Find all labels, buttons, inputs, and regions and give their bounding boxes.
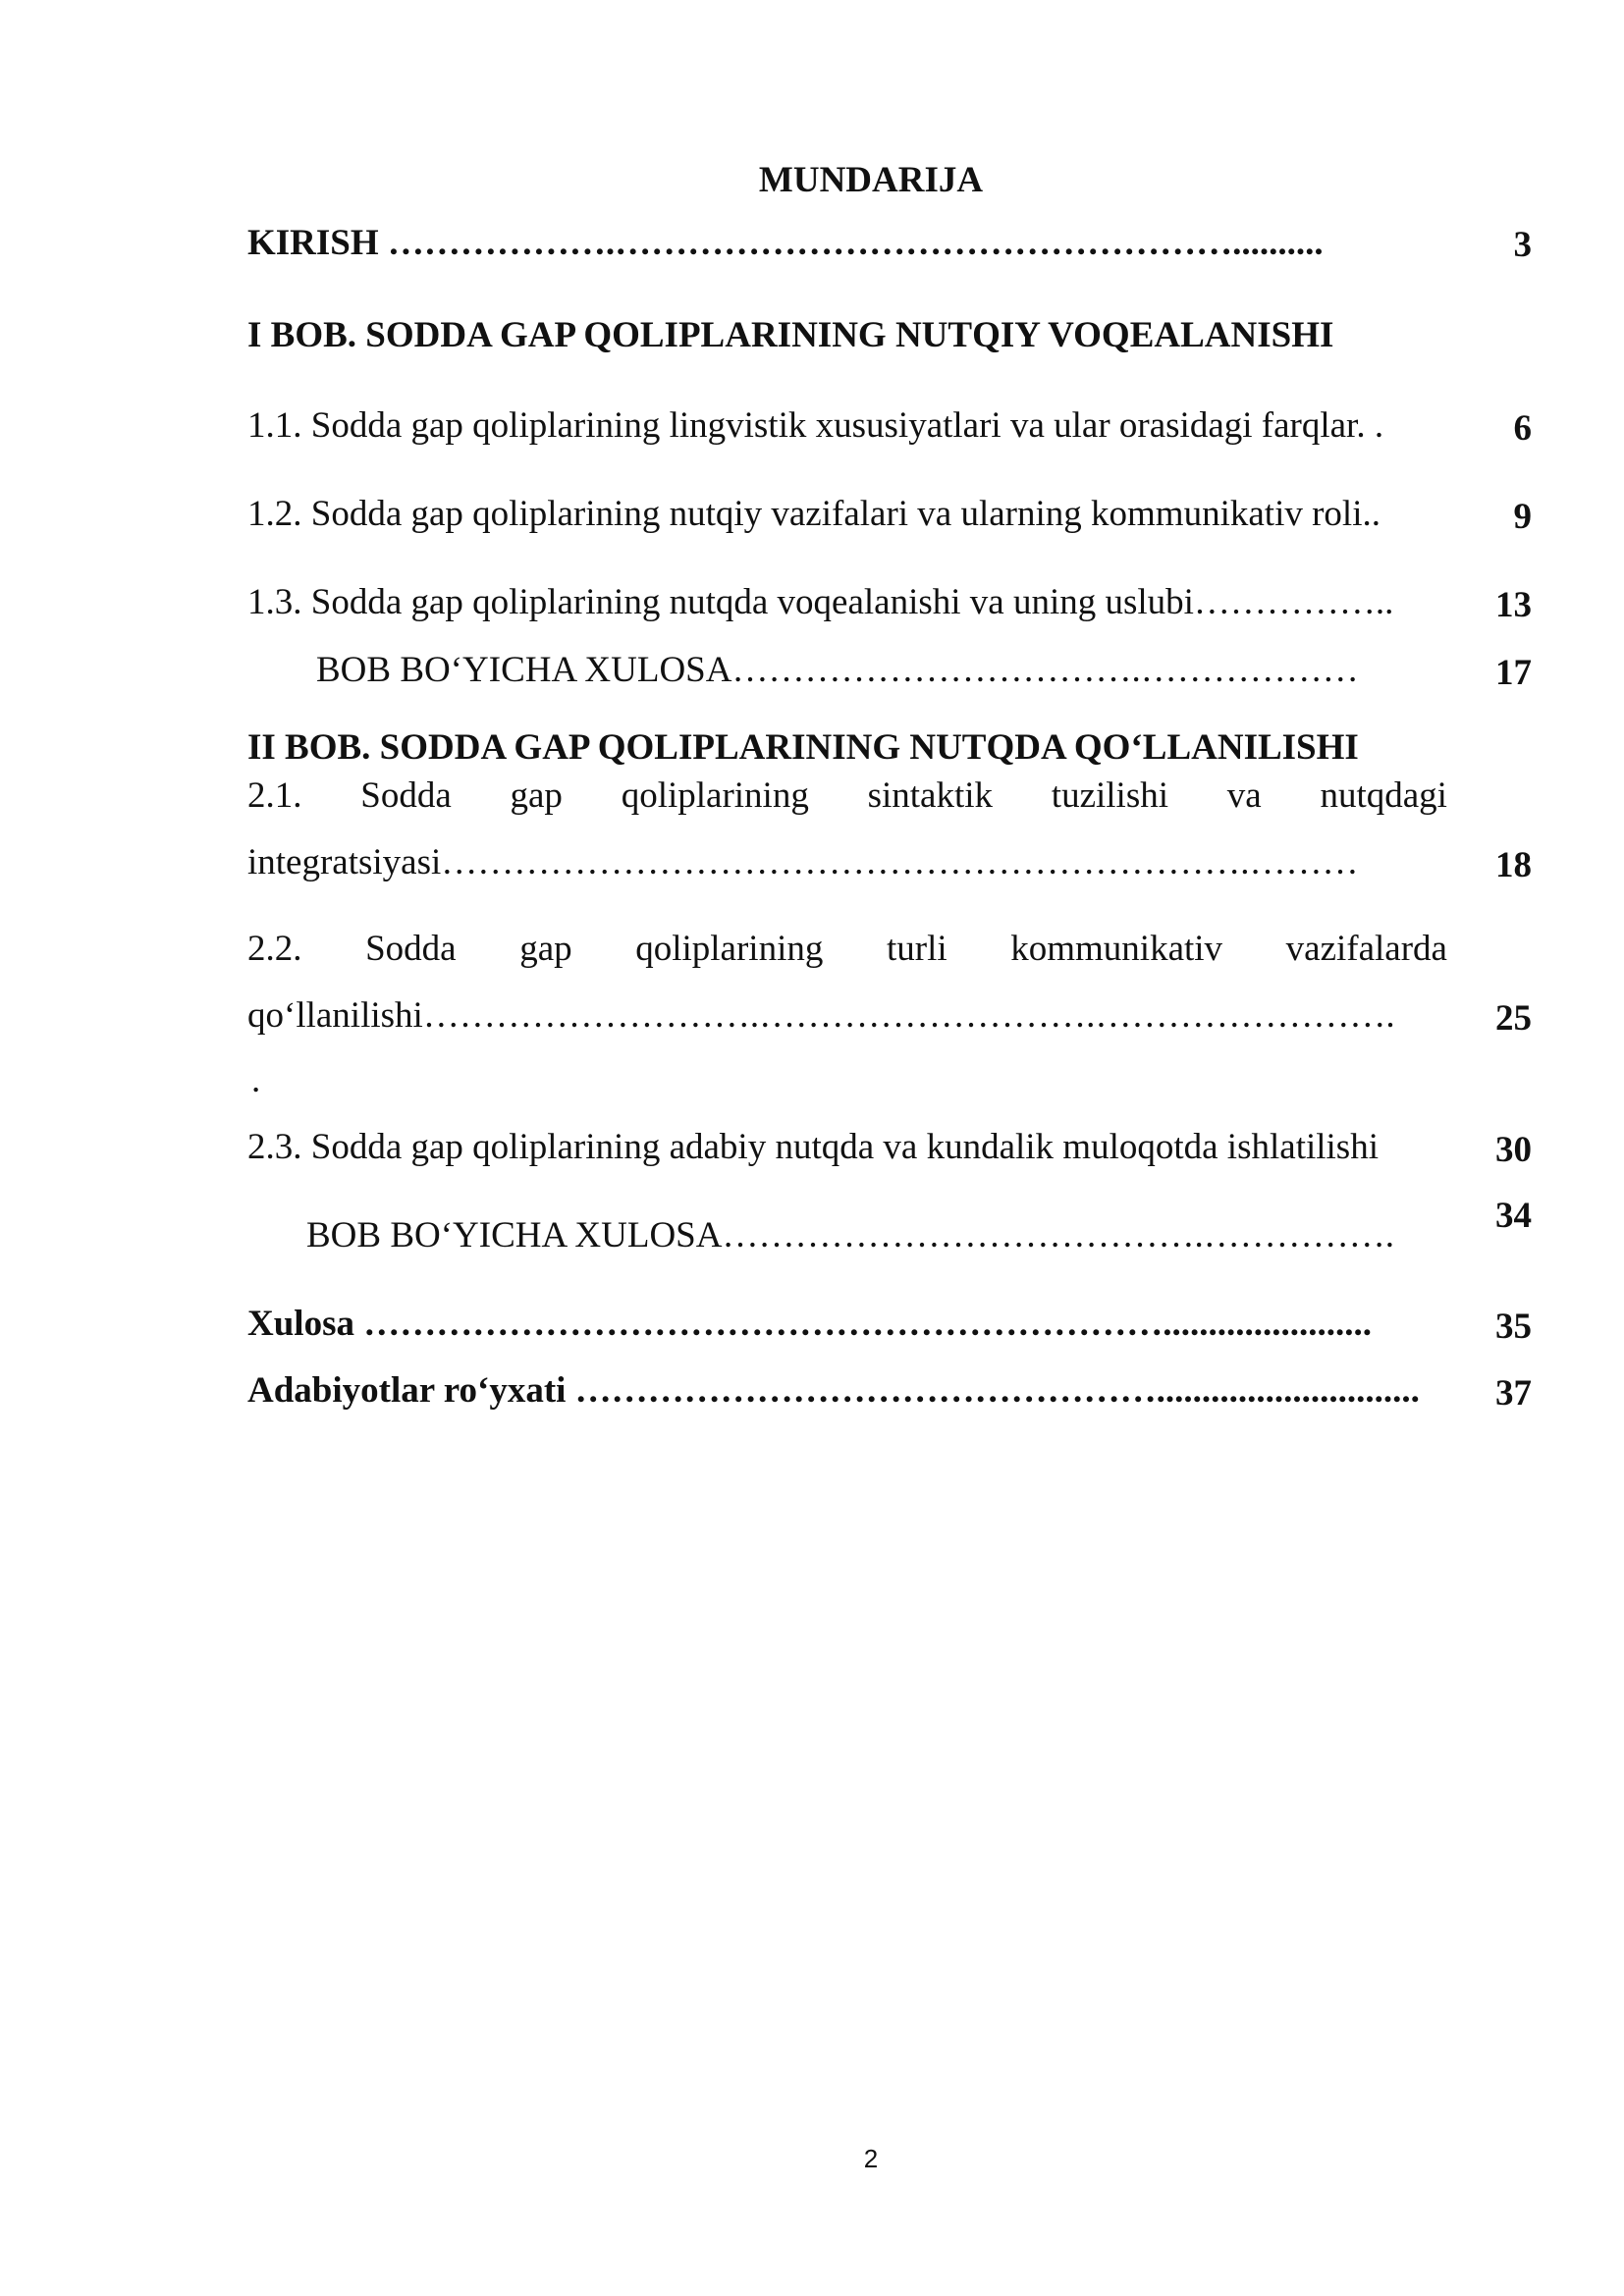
toc-entry-chapter-1-summary: BOB BOʻYICHA XULOSA…………………………….………………	[316, 650, 1359, 690]
toc-page-1-1: 6	[1513, 408, 1532, 449]
toc-page-2-3: 30	[1495, 1130, 1532, 1170]
toc-entry-1-3: 1.3. Sodda gap qoliplarining nutqda voqealanishi va uning uslubi……………..	[247, 582, 1394, 622]
toc-entry-1-2: 1.2. Sodda gap qoliplarining nutqiy vazifalari va ularning kommunikativ roli..	[247, 494, 1380, 534]
footer-page-number: 2	[863, 2144, 879, 2173]
toc-entry-xulosa: Xulosa ………………………………………………………….......................	[247, 1304, 1372, 1344]
word: Sodda	[360, 775, 452, 816]
word: sintaktik	[867, 775, 994, 816]
toc-entry-adabiyotlar: Adabiyotlar roʻyxati ………………………………………….............................	[247, 1370, 1420, 1411]
chapter-2-heading: II BOB. SODDA GAP QOLIPLARINING NUTQDA QOʻLLANILISHI	[247, 727, 1359, 768]
toc-page-1-3: 13	[1495, 585, 1532, 625]
word: kommunikativ	[1010, 929, 1223, 969]
toc-page-2-2: 25	[1495, 998, 1532, 1039]
toc-entry-2-2-line-3: .	[251, 1060, 261, 1100]
toc-page-xulosa: 35	[1495, 1307, 1532, 1347]
chapter-1-heading: I BOB. SODDA GAP QOLIPLARINING NUTQIY VOQEALANISHI	[247, 315, 1334, 355]
toc-page-1-2: 9	[1513, 497, 1532, 537]
toc-entry-2-2-line-1	[247, 931, 1447, 967]
word: nutqdagi	[1320, 775, 1447, 816]
word: tuzilishi	[1051, 775, 1169, 816]
toc-entry-2-1-line-2: integratsiyasi………………………………………………………….………	[247, 842, 1359, 882]
toc-page-adabiyotlar: 37	[1495, 1373, 1532, 1414]
word: gap	[510, 775, 563, 816]
page-title: MUNDARIJA	[758, 160, 984, 200]
toc-page-chapter-1-summary: 17	[1495, 653, 1532, 693]
word: qoliplarining	[621, 775, 809, 816]
toc-entry-2-1-line-1	[247, 777, 1447, 814]
toc-page-2-1: 18	[1495, 845, 1532, 885]
word: va	[1226, 775, 1262, 816]
word: turli	[886, 929, 947, 969]
word: 2.1.	[247, 775, 302, 816]
word: vazifalarda	[1285, 929, 1447, 969]
word: 2.2.	[247, 929, 302, 969]
toc-entry-1-1: 1.1. Sodda gap qoliplarining lingvistik xususiyatlari va ular orasidagi farqlar. .	[247, 405, 1384, 446]
toc-entry-2-2-line-2: qoʻllanilishi……………………….……………………….…………………….	[247, 995, 1395, 1036]
toc-entry-2-3: 2.3. Sodda gap qoliplarining adabiy nutqda va kundalik muloqotda ishlatilishi	[247, 1127, 1379, 1167]
toc-page-chapter-2-summary: 34	[1495, 1196, 1532, 1236]
word: gap	[519, 929, 572, 969]
toc-entry-kirish: KIRISH ……………….……………………………………………..........	[247, 223, 1324, 263]
toc-entry-chapter-2-summary: BOB BOʻYICHA XULOSA………………………………….…………….	[306, 1215, 1394, 1255]
word: qoliplarining	[635, 929, 824, 969]
toc-page-kirish: 3	[1513, 225, 1532, 265]
word: Sodda	[365, 929, 457, 969]
